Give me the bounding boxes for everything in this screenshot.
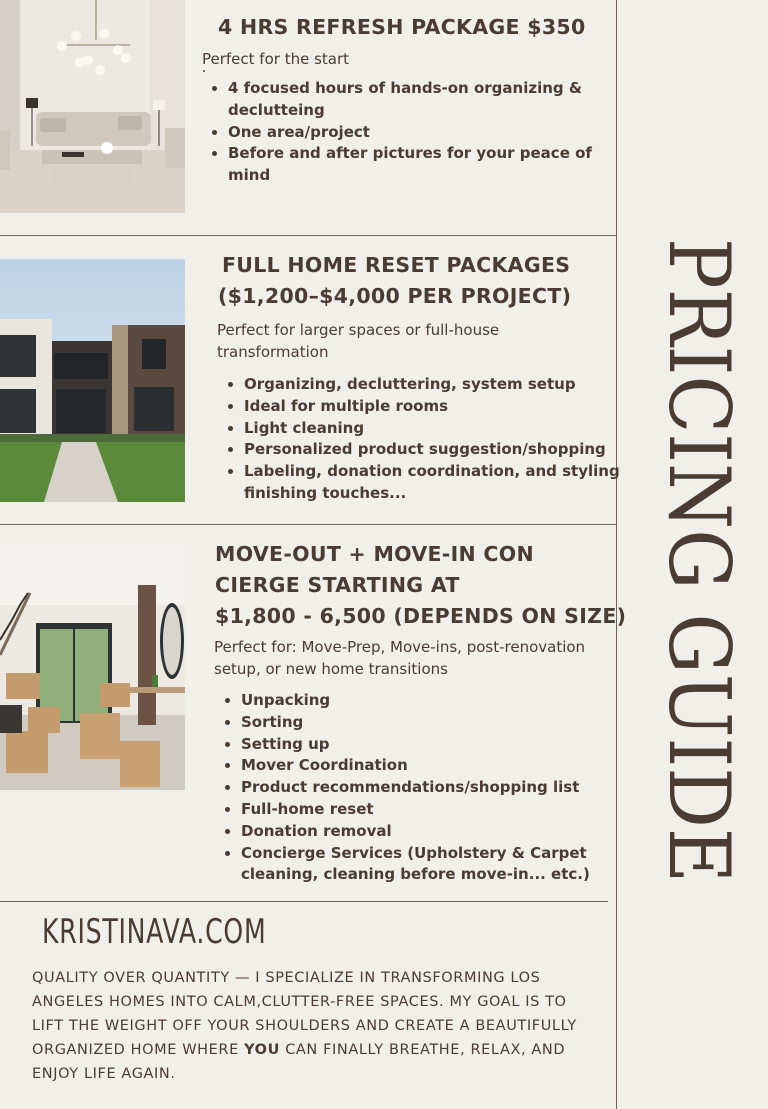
list-item: • Full-home reset [241,799,621,821]
vertical-divider [616,0,617,1109]
section-divider [0,901,608,902]
list-item: • Setting up [241,734,621,756]
list-item: • Organizing, decluttering, system setup [244,374,624,396]
tagline-emphasis: YOU [244,1042,280,1058]
tagline [32,966,592,1086]
bullet-dot [203,70,205,72]
list-item: • One area/project [228,122,608,144]
package-3-title-cont: CIERGE STARTING AT [215,573,460,597]
tagline-text: QUALITY OVER QUANTITY — I SPECIALIZE IN TRANSFORMING LOS ANGELES HOMES INTO CALM,CLUTTER-FREE SPACES. MY GOAL IS TO LIFT THE WEIGHT OFF YOUR SHOULDERS AND CREATE A BEAUTIFULLY ORGANIZED HOME WHERE [32,970,577,1058]
section-divider [0,235,616,236]
list-item: • Ideal for multiple rooms [244,396,624,418]
package-2-features [218,374,624,505]
list-item: • Before and after pictures for your peace of mind [228,143,608,187]
package-2-price: ($1,200–$4,000 PER PROJECT) [218,284,572,308]
list-item: • Sorting [241,712,621,734]
list-item: • Mover Coordination [241,755,621,777]
package-1-features [202,78,608,187]
package-3-features [215,690,621,886]
moving-boxes-hallway-photo [0,545,185,790]
pricing-guide-text: PRICING GUIDE [650,238,748,888]
package-2-subtitle: Perfect for larger spaces or full-house transformation [217,321,500,361]
package-3-subtitle: Perfect for: Move-Prep, Move-ins, post-renovation setup, or new home transitions [214,638,586,678]
package-3-price: $1,800 - 6,500 (DEPENDS ON SIZE) [215,604,627,628]
package-3-title: MOVE-OUT + MOVE-IN CON [215,542,534,566]
list-item: • Personalized product suggestion/shopping [244,439,624,461]
package-1-title: 4 HRS REFRESH PACKAGE $350 [218,15,586,39]
list-item: • Product recommendations/shopping list [241,777,621,799]
package-1-subtitle: Perfect for the start [202,50,350,68]
list-item: • Light cleaning [244,418,624,440]
list-item: • Concierge Services (Upholstery & Carpet cleaning, cleaning before move-in... etc.) [241,843,621,887]
tagline-text-end: CAN FINALLY BREATHE, RELAX, AND ENJOY LIFE AGAIN. [32,1042,566,1082]
pricing-guide-title [650,238,750,888]
list-item: • Labeling, donation coordination, and styling finishing touches... [244,461,624,505]
list-item: • Unpacking [241,690,621,712]
modern-house-exterior-photo [0,259,185,502]
list-item: • 4 focused hours of hands-on organizing & declutteing [228,78,608,122]
list-item: • Donation removal [241,821,621,843]
package-2-title: FULL HOME RESET PACKAGES [222,253,571,277]
section-divider [0,524,616,525]
living-room-photo [0,0,185,213]
brand-website: KRISTINAVA.COM [42,912,267,952]
